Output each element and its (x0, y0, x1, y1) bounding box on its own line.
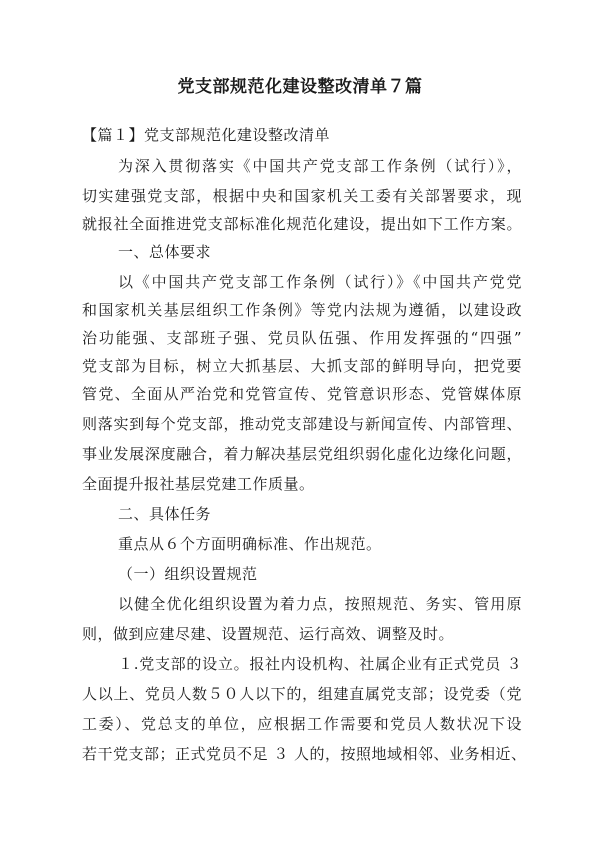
paragraph-line: 工委）、党总支的单位，应根据工作需要和党员人数状况下设 (82, 715, 522, 733)
paragraph-line: 和国家机关基层组织工作条例》等党内法规为遵循，以建设政 (82, 301, 522, 319)
paragraph-line: 全面提升报社基层党建工作质量。 (82, 475, 315, 493)
paragraph-line: 治功能强、支部班子强、党员队伍强、作用发挥强的“四强” (82, 329, 522, 347)
paragraph-line: 事业发展深度融合，着力解决基层党组织弱化虚化边缘化问题， (82, 445, 522, 463)
paragraph-line: １.党支部的设立。报社内设机构、社属企业有正式党员 ３ (118, 655, 522, 673)
paragraph-line: 重点从６个方面明确标准、作出规范。 (118, 535, 382, 553)
paragraph-line: 党支部为目标，树立大抓基层、大抓支部的鲜明导向，把党要 (82, 357, 522, 375)
paragraph-line: 就报社全面推进党支部标准化规范化建设，提出如下工作方案。 (82, 215, 522, 233)
paragraph-line: 以健全优化组织设置为着力点，按照规范、务实、管用原 (118, 595, 522, 613)
paragraph-line: 若干党支部；正式党员不足 ３ 人的，按照地域相邻、业务相近、 (82, 745, 527, 763)
document-title: 党支部规范化建设整改清单７篇 (177, 77, 423, 97)
paragraph-line: 则落实到每个党支部，推动党支部建设与新闻宣传、内部管理、 (82, 415, 522, 433)
chapter-heading: 【篇１】党支部规范化建设整改清单 (82, 126, 331, 144)
section-heading: 一、总体要求 (118, 243, 212, 261)
section-heading: 二、具体任务 (118, 505, 212, 523)
paragraph-line: 管党、全面从严治党和党管宣传、党管意识形态、党管媒体原 (82, 385, 522, 403)
subsection-heading: （一）组织设置规范 (118, 565, 258, 583)
paragraph-line: 人以上、党员人数５０人以下的，组建直属党支部；设党委（党 (82, 685, 522, 703)
paragraph-line: 为深入贯彻落实《中国共产党支部工作条例（试行）》， (118, 157, 522, 175)
paragraph-line: 则，做到应建尽建、设置规范、运行高效、调整及时。 (82, 625, 455, 643)
paragraph-line: 以《中国共产党支部工作条例（试行）》《中国共产党党 (118, 273, 522, 291)
paragraph-line: 切实建强党支部，根据中央和国家机关工委有关部署要求，现 (82, 187, 522, 205)
